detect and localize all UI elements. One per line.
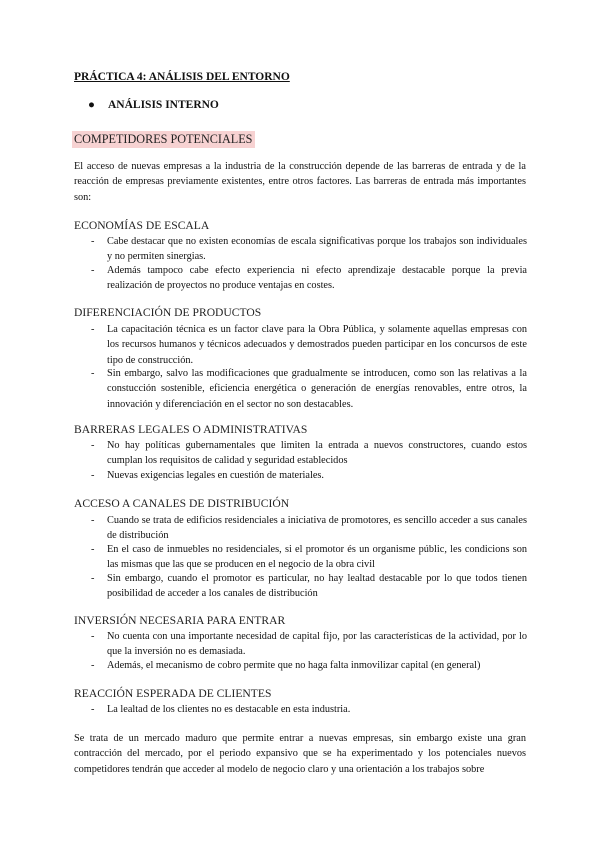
list-item (91, 322, 527, 368)
group-heading: DIFERENCIACIÓN DE PRODUCTOS (74, 306, 262, 319)
list-item-text: La lealtad de los clientes no es destacable en esta industria. (107, 704, 351, 715)
list-item-text: Cabe destacar que no existen economías de escala significativas porque los trabajos son individuales y no permiten sinergias. (107, 236, 527, 263)
list-item (91, 438, 527, 469)
closing-paragraph: Se trata de un mercado maduro que permite entrar a nuevas empresas, sin embargo existe una gran contracción del mercado, por el periodo expansivo que se ha experimentado y los potenciales nuevos competidores tendrán que acceder al modelo de negocio claro y una orientación a los trabajos sobre (74, 733, 526, 775)
list-item-text: Además, el mecanismo de cobro permite que no haga falta inmovilizar capital (en general) (107, 660, 481, 671)
dash-marker: - (91, 470, 95, 481)
list-item (91, 629, 527, 660)
group-heading: ACCESO A CANALES DE DISTRIBUCIÓN (74, 497, 290, 510)
dash-marker: - (91, 368, 95, 379)
dash-marker: - (91, 544, 95, 555)
intro-paragraph: El acceso de nuevas empresas a la industria de la construcción depende de las barreras de entrada y de la reacción de empresas previamente existentes, entre otros factores. Las barreras de entrada más importantes son: (74, 161, 526, 203)
section-title: ANÁLISIS INTERNO (108, 99, 219, 111)
list-item (91, 234, 527, 265)
list-item (91, 571, 527, 602)
list-item-text: Sin embargo, cuando el promotor es particular, no hay lealtad destacable por lo que todos tienen posibilidad de acceder a los canales de distribución (107, 573, 527, 600)
dash-marker: - (91, 660, 95, 671)
list-item (91, 263, 527, 294)
group-heading: REACCIÓN ESPERADA DE CLIENTES (74, 687, 272, 700)
list-item-text: En el caso de inmuebles no residenciales, si el promotor és un organisme públic, les condicions son las mismas que las que se producen en el negocio de la obra civil (107, 544, 527, 571)
subsection-title: COMPETIDORES POTENCIALES (72, 131, 255, 148)
dash-marker: - (91, 573, 95, 584)
list-item-text: No cuenta con una importante necesidad de capital fijo, por las características de la actividad, por lo que la inversión no es demasiada. (107, 631, 527, 658)
dash-marker: - (91, 515, 95, 526)
list-item-text: Nuevas exigencias legales en cuestión de materiales. (107, 470, 325, 481)
list-item (91, 702, 527, 717)
list-item-text: Cuando se trata de edificios residenciales a iniciativa de promotores, es sencillo acceder a sus canales de distribución (107, 515, 527, 542)
document-title: PRÁCTICA 4: ANÁLISIS DEL ENTORNO (74, 71, 290, 83)
list-item-text: La capacitación técnica es un factor clave para la Obra Pública, y solamente aquellas empresas con los recursos humanos y técnicos adecuados y demostrados pueden participar en los concursos de este tipo de construcción. (107, 324, 527, 366)
list-item (91, 542, 527, 573)
dash-marker: - (91, 440, 95, 451)
dash-marker: - (91, 631, 95, 642)
section-heading (88, 99, 219, 111)
list-item (91, 468, 527, 483)
list-item-text: Además tampoco cabe efecto experiencia ni efecto aprendizaje destacable porque la previa realización de proyectos no produce ventajas en costes. (107, 265, 527, 292)
list-item-text: No hay políticas gubernamentales que limiten la entrada a nuevos constructores, cuando estos cumplan los requisitos de calidad y seguridad establecidos (107, 440, 527, 467)
list-item-text: Sin embargo, salvo las modificaciones que gradualmente se introducen, como son las relativas a la constucción sostenible, eficiencia energética o generación de energías renovables, entre otros, la innovación y diferenciación en el sector no son destacables. (107, 368, 527, 410)
list-item (91, 366, 527, 412)
dash-marker: - (91, 265, 95, 276)
group-heading: ECONOMÍAS DE ESCALA (74, 219, 210, 232)
bullet-icon: ● (88, 99, 95, 111)
dash-marker: - (91, 324, 95, 335)
dash-marker: - (91, 704, 95, 715)
group-heading: INVERSIÓN NECESARIA PARA ENTRAR (74, 614, 286, 627)
group-heading: BARRERAS LEGALES O ADMINISTRATIVAS (74, 423, 308, 436)
list-item (91, 658, 527, 673)
dash-marker: - (91, 236, 95, 247)
list-item (91, 513, 527, 544)
